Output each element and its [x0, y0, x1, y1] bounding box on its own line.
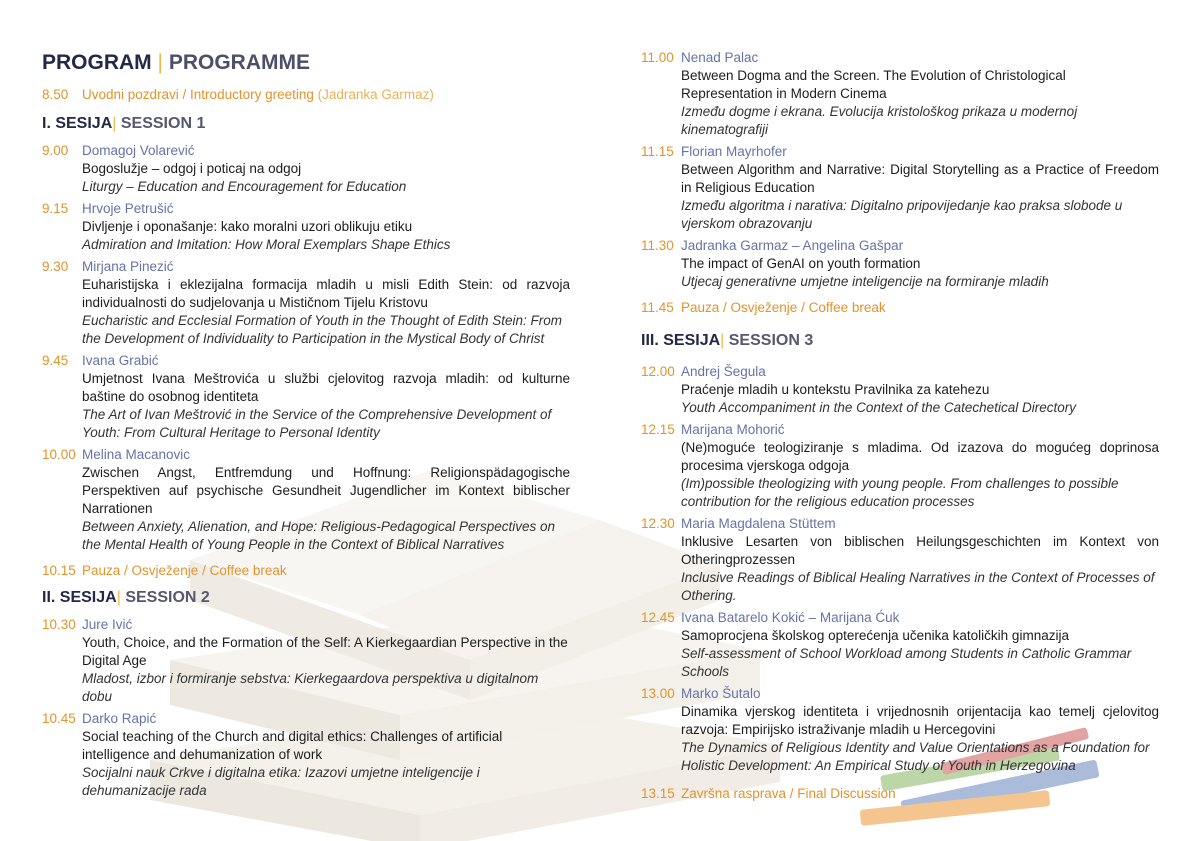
session-label-hr: II. SESIJA: [42, 589, 117, 606]
time: 11.00: [641, 50, 674, 65]
speaker: Nenad Palac: [681, 50, 759, 65]
session-separator: |: [112, 115, 117, 132]
talk-translation: Između dogme i ekrana. Evolucija kristološkog prikaza u modernoj kinematografiji: [681, 104, 1078, 137]
talk-title: (Ne)moguće teologiziranje s mladima. Od izazova do mogućeg doprinosa procesima vjerskoga odgoja: [681, 440, 1159, 473]
session-label-en: SESSION 2: [125, 589, 210, 606]
program-item: [641, 237, 1159, 291]
program-item: [42, 616, 570, 706]
program-item: [641, 421, 1159, 511]
speaker: Jadranka Garmaz – Angelina Gašpar: [681, 238, 904, 253]
speaker: Ivana Batarelo Kokić – Marijana Ćuk: [681, 610, 900, 625]
talk-title: Zwischen Angst, Entfremdung und Hoffnung: Religionspädagogische Perspektiven auf psychische Gesundheit Jugendlicher im Kontext biblischer Narrationen: [82, 465, 570, 516]
program-item: [641, 515, 1159, 605]
talk-translation: Mladost, izbor i formiranje sebstva: Kierkegaardova perspektiva u digitalnom dobu: [82, 671, 539, 704]
opening-greeting: [42, 86, 570, 104]
title-hr: PROGRAM: [42, 51, 152, 74]
speaker: Ivana Grabić: [82, 353, 159, 368]
speaker: Marko Šutalo: [681, 686, 761, 701]
break-label: Pauza / Osvježenje / Coffee break: [681, 300, 886, 315]
speaker: Andrej Šegula: [681, 364, 766, 379]
talk-title: Inklusive Lesarten von biblischen Heilungsgeschichten im Kontext von Otheringprozessen: [681, 534, 1159, 567]
speaker: Hrvoje Petrušić: [82, 201, 174, 216]
talk-translation: The Dynamics of Religious Identity and Value Orientations as a Foundation for Holistic Development: An Empirical Study of Youth in Herzegovina: [681, 740, 1150, 773]
session-label-en: SESSION 1: [120, 115, 206, 132]
session-label-en: SESSION 3: [728, 332, 814, 349]
session-label-hr: I. SESIJA: [42, 115, 113, 132]
closing-item: [641, 785, 1159, 803]
program-item: [641, 143, 1159, 233]
left-column: [42, 50, 570, 800]
time: 12.45: [641, 610, 675, 625]
time: 10.15: [42, 563, 76, 578]
talk-translation: The Art of Ivan Meštrović in the Service of the Comprehensive Development of Youth: From Cultural Heritage to Personal Identity: [82, 407, 552, 440]
talk-title: The impact of GenAI on youth formation: [681, 256, 921, 271]
talk-title: Divljenje i oponašanje: kako moralni uzori oblikuju etiku: [82, 219, 413, 234]
speaker: Darko Rapić: [82, 711, 157, 726]
session-separator: |: [720, 332, 725, 349]
break-item: [641, 299, 1159, 317]
time: 8.50: [42, 87, 69, 102]
talk-translation: Self-assessment of School Workload among Students in Catholic Grammar Schools: [681, 646, 1132, 679]
time: 9.30: [42, 259, 69, 274]
program-item: [42, 710, 570, 800]
time: 10.00: [42, 447, 76, 462]
talk-translation: (Im)possible theologizing with young people. From challenges to possible contribution for the religious education processes: [681, 476, 1119, 509]
talk-title: Praćenje mladih u kontekstu Pravilnika za katehezu: [681, 382, 990, 397]
program-item: [641, 609, 1159, 681]
speaker: Melina Macanovic: [82, 447, 191, 462]
program-item: [641, 685, 1159, 775]
break-item: [42, 562, 570, 580]
talk-translation: Socijalni nauk Crkve i digitalna etika: Izazovi umjetne inteligencije i dehumanizacije rada: [82, 765, 480, 798]
greeting-person: (Jadranka Garmaz): [317, 87, 434, 102]
session-heading: [42, 114, 570, 134]
time: 9.00: [42, 143, 69, 158]
talk-translation: Između algoritma i narativa: Digitalno pripovijedanje kao praksa slobode u vjerskom obrazovanju: [681, 198, 1123, 231]
time: 13.15: [641, 786, 675, 801]
talk-translation: Between Anxiety, Alienation, and Hope: Religious-Pedagogical Perspectives on the Mental Health of Young People in the Context of Biblical Narratives: [82, 519, 556, 552]
speaker: Marijana Mohorić: [681, 422, 785, 437]
program-item: [42, 446, 570, 554]
talk-title: Umjetnost Ivana Meštrovića u službi cjelovitog razvoja mladih: od kulturne baštine do osobnog identiteta: [82, 371, 570, 404]
time: 9.45: [42, 353, 69, 368]
time: 12.15: [641, 422, 675, 437]
session-label-hr: III. SESIJA: [641, 332, 721, 349]
time: 12.30: [641, 516, 675, 531]
time: 13.00: [641, 686, 675, 701]
time: 9.15: [42, 201, 69, 216]
talk-translation: Admiration and Imitation: How Moral Exemplars Shape Ethics: [82, 237, 451, 252]
session-separator: |: [116, 589, 121, 606]
talk-translation: Inclusive Readings of Biblical Healing Narratives in the Context of Processes of Othering.: [681, 570, 1155, 603]
time: 11.15: [641, 144, 674, 159]
program-item: [641, 49, 1159, 139]
title-separator: |: [157, 51, 163, 74]
speaker: Mirjana Pinezić: [82, 259, 174, 274]
talk-translation: Utjecaj generativne umjetne inteligencije na formiranje mladih: [681, 274, 1049, 289]
closing-label: Završna rasprava / Final Discussion: [681, 786, 896, 801]
program-item: [641, 363, 1159, 417]
talk-title: Between Algorithm and Narrative: Digital Storytelling as a Practice of Freedom in Religious Education: [681, 162, 1159, 195]
time: 11.45: [641, 300, 674, 315]
talk-title: Dinamika vjerskog identiteta i vrijednosnih orijentacija kao temelj cjelovitog razvoja: Empirijsko istraživanje mladih u Hercegovini: [681, 704, 1159, 737]
time: 10.45: [42, 711, 76, 726]
time: 12.00: [641, 364, 675, 379]
talk-title: Samoprocjena školskog opterećenja učenika katoličkih gimnazija: [681, 628, 1069, 643]
speaker: Domagoj Volarević: [82, 143, 195, 158]
talk-title: Social teaching of the Church and digital ethics: Challenges of artificial intelligence and dehumanization of work: [82, 729, 503, 762]
talk-title: Bogoslužje – odgoj i poticaj na odgoj: [82, 161, 302, 176]
title-en: PROGRAMME: [168, 51, 310, 74]
program-item: [42, 352, 570, 442]
right-column: [641, 49, 1159, 803]
session-heading: [42, 588, 570, 608]
session-heading: [641, 331, 1159, 351]
break-label: Pauza / Osvježenje / Coffee break: [82, 563, 287, 578]
talk-translation: Liturgy – Education and Encouragement for Education: [82, 179, 407, 194]
talk-title: Euharistijska i eklezijalna formacija mladih u misli Edith Stein: od razvoja individualnosti do sudjelovanja u Mističnom Tijelu Kristovu: [82, 277, 570, 310]
talk-title: Between Dogma and the Screen. The Evolution of Christological Representation in Modern Cinema: [681, 68, 1066, 101]
program-item: [42, 258, 570, 348]
speaker: Florian Mayrhofer: [681, 144, 787, 159]
program-item: [42, 200, 570, 254]
greeting-label: Uvodni pozdravi / Introductory greeting: [82, 87, 314, 102]
time: 10.30: [42, 617, 76, 632]
talk-translation: Eucharistic and Ecclesial Formation of Youth in the Thought of Edith Stein: From the Development of Individuality to Participation in the Mystical Body of Christ: [82, 313, 563, 346]
program-item: [42, 142, 570, 196]
page-title: [42, 50, 570, 80]
speaker: Jure Ivić: [82, 617, 133, 632]
talk-translation: Youth Accompaniment in the Context of the Catechetical Directory: [681, 400, 1076, 415]
time: 11.30: [641, 238, 674, 253]
speaker: Maria Magdalena Stüttem: [681, 516, 836, 531]
talk-title: Youth, Choice, and the Formation of the Self: A Kierkegaardian Perspective in the Digital Age: [82, 635, 568, 668]
